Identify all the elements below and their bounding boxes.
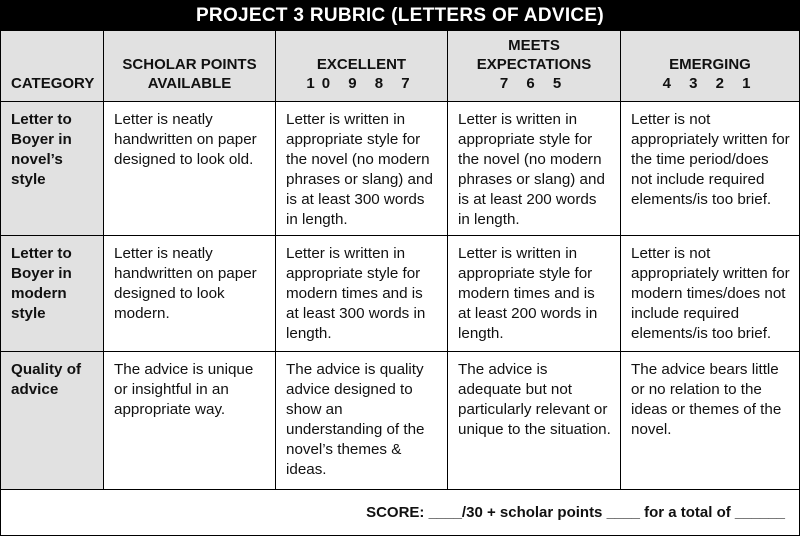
row-emerging-cell: Letter is not appropriately written for the time period/does not include required elements/is too brief. (621, 102, 799, 236)
header-category (1, 31, 104, 102)
row-excellent-cell: Letter is written in appropriate style for modern times and is at least 300 words in length. (276, 236, 448, 352)
row-meets-cell: Letter is written in appropriate style for the novel (no modern phrases or slang) and is at least 200 words in length. (448, 102, 621, 236)
row-excellent-cell: Letter is written in appropriate style for the novel (no modern phrases or slang) and is at least 300 words in length. (276, 102, 448, 236)
row-scholar-cell: The advice is unique or insightful in an appropriate way. (104, 352, 276, 490)
header-emerging (621, 31, 799, 102)
header-scholar-label: SCHOLAR POINTS AVAILABLE (122, 56, 257, 92)
header-excellent (276, 31, 448, 102)
header-meets-points: 7 6 5 (499, 75, 569, 92)
row-scholar-cell: Letter is neatly handwritten on paper designed to look old. (104, 102, 276, 236)
row-meets-cell: Letter is written in appropriate style for modern times and is at least 200 words in length. (448, 236, 621, 352)
header-excellent-label: EXCELLENT (316, 56, 407, 73)
header-meets (448, 31, 621, 102)
score-line: SCORE: ____/30 + scholar points ____ for a total of ______ (366, 503, 785, 521)
header-category-label: CATEGORY (11, 75, 95, 92)
row-meets-cell: The advice is adequate but not particularly relevant or unique to the situation. (448, 352, 621, 490)
row-emerging-cell: The advice bears little or no relation to the ideas or themes of the novel. (621, 352, 799, 490)
rubric-grid (1, 31, 799, 535)
row-category: Letter to Boyer in modern style (1, 236, 104, 352)
header-emerging-points: 4 3 2 1 (662, 75, 758, 92)
row-scholar-cell: Letter is neatly handwritten on paper designed to look modern. (104, 236, 276, 352)
header-meets-label: MEETS EXPECTATIONS (476, 37, 592, 73)
row-excellent-cell: The advice is quality advice designed to show an understanding of the novel’s themes & ideas. (276, 352, 448, 490)
rubric-title: PROJECT 3 RUBRIC (LETTERS OF ADVICE) (1, 1, 799, 31)
row-category: Quality of advice (1, 352, 104, 490)
row-emerging-cell: Letter is not appropriately written for modern times/does not include required elements/is too brief. (621, 236, 799, 352)
header-excellent-points: 10 9 8 7 (306, 75, 417, 92)
header-scholar (104, 31, 276, 102)
header-emerging-label: EMERGING (669, 56, 751, 73)
row-category: Letter to Boyer in novel’s style (1, 102, 104, 236)
